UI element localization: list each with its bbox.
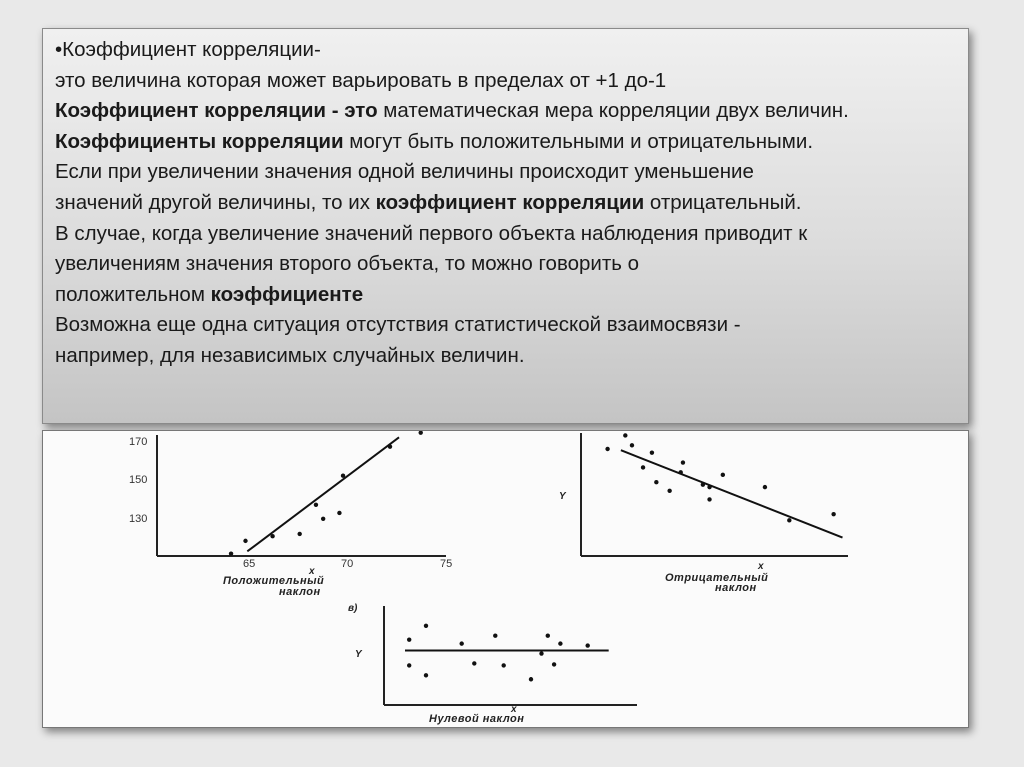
- chart-b-point-7: [667, 489, 671, 493]
- chart-c-point-3: [424, 673, 428, 677]
- positive-slope-chart: [129, 431, 452, 598]
- chart-c-point-8: [501, 663, 505, 667]
- chart-c-point-6: [472, 661, 476, 665]
- chart-a-ytick-170: 170: [129, 436, 148, 448]
- chart-b-point-14: [763, 485, 767, 489]
- chart-c-xlabel: x: [511, 704, 517, 715]
- text-line-4: Коэффициенты корреляции могут быть положительными и отрицательными.: [55, 129, 814, 153]
- chart-c-point-5: [459, 641, 463, 645]
- chart-b-caption-2: наклон: [715, 582, 757, 594]
- chart-b-point-16: [831, 512, 835, 516]
- chart-b-point-15: [787, 518, 791, 522]
- chart-c-caption: Нулевой наклон: [429, 713, 525, 725]
- chart-c-point-4: [424, 624, 428, 628]
- text-line-3: Коэффициент корреляции - это математическая мера корреляции двух величин.: [55, 99, 849, 123]
- chart-c-ylabel: Y: [355, 649, 362, 660]
- chart-a-caption-2: наклон: [279, 586, 321, 598]
- chart-b-point-11: [707, 485, 711, 489]
- chart-b-point-4: [641, 465, 645, 469]
- zero-slope-chart: [348, 603, 637, 725]
- chart-a-point-4: [297, 532, 301, 536]
- chart-a-xlabel: x: [309, 566, 315, 577]
- correlation-figure-box: [42, 430, 969, 728]
- chart-a-xtick-65: 65: [243, 558, 256, 570]
- chart-b-point-1: [605, 447, 609, 451]
- chart-b-trendline: [621, 450, 843, 537]
- text-line-2: это величина которая может варьировать в пределах от +1 до-1: [55, 68, 667, 92]
- chart-c-point-2: [407, 663, 411, 667]
- chart-c-point-10: [539, 651, 543, 655]
- text-line-10: Возможна еще одна ситуация отсутствия статистической взаимосвязи -: [55, 313, 741, 337]
- text-line-9: положительном коэффициенте: [55, 282, 364, 306]
- chart-b-point-10: [701, 482, 705, 486]
- text-line-8: увеличениям значения второго объекта, то можно говорить о: [55, 252, 640, 276]
- chart-a-xtick-70: 70: [341, 558, 354, 570]
- chart-b-point-2: [623, 433, 627, 437]
- chart-a-point-10: [419, 431, 423, 435]
- definition-text-box: [42, 28, 969, 424]
- chart-c-point-13: [558, 641, 562, 645]
- text-line-5: Если при увеличении значения одной величины происходит уменьшение: [55, 160, 754, 184]
- chart-a-point-1: [229, 551, 233, 555]
- chart-a-caption-1: Положительный: [223, 575, 325, 587]
- chart-a-xtick-75: 75: [440, 558, 453, 570]
- scatter-plots-figure: [43, 431, 970, 729]
- chart-b-point-13: [721, 473, 725, 477]
- text-line-7: В случае, когда увеличение значений первого объекта наблюдения приводит к: [55, 221, 808, 245]
- text-line-11: например, для независимых случайных величин.: [55, 343, 525, 367]
- chart-b-point-8: [679, 470, 683, 474]
- chart-b-point-12: [707, 497, 711, 501]
- chart-a-point-7: [337, 511, 341, 515]
- chart-c-point-14: [585, 643, 589, 647]
- chart-a-ytick-150: 150: [129, 474, 148, 486]
- chart-b-point-6: [654, 480, 658, 484]
- chart-a-ytick-130: 130: [129, 513, 148, 525]
- text-line-6: значений другой величины, то их коэффициент корреляции отрицательный.: [55, 190, 802, 214]
- chart-c-point-9: [529, 677, 533, 681]
- chart-c-panel-label: в): [348, 603, 358, 614]
- chart-c-point-12: [552, 662, 556, 666]
- chart-b-point-3: [630, 443, 634, 447]
- chart-a-point-6: [321, 517, 325, 521]
- chart-a-point-5: [314, 503, 318, 507]
- chart-a-point-3: [270, 534, 274, 538]
- chart-b-point-5: [650, 450, 654, 454]
- chart-b-ylabel: Y: [559, 491, 566, 502]
- chart-a-point-8: [341, 474, 345, 478]
- text-line-1: •Коэффициент корреляции-: [55, 38, 321, 61]
- chart-c-point-11: [546, 634, 550, 638]
- chart-c-point-7: [493, 634, 497, 638]
- chart-a-trendline: [247, 437, 399, 551]
- chart-b-caption-1: Отрицательный: [665, 572, 769, 584]
- chart-b-point-9: [681, 460, 685, 464]
- negative-slope-chart: [559, 433, 848, 594]
- chart-a-point-9: [388, 444, 392, 448]
- chart-c-point-1: [407, 637, 411, 641]
- chart-a-point-2: [243, 539, 247, 543]
- chart-b-xlabel: x: [758, 561, 764, 572]
